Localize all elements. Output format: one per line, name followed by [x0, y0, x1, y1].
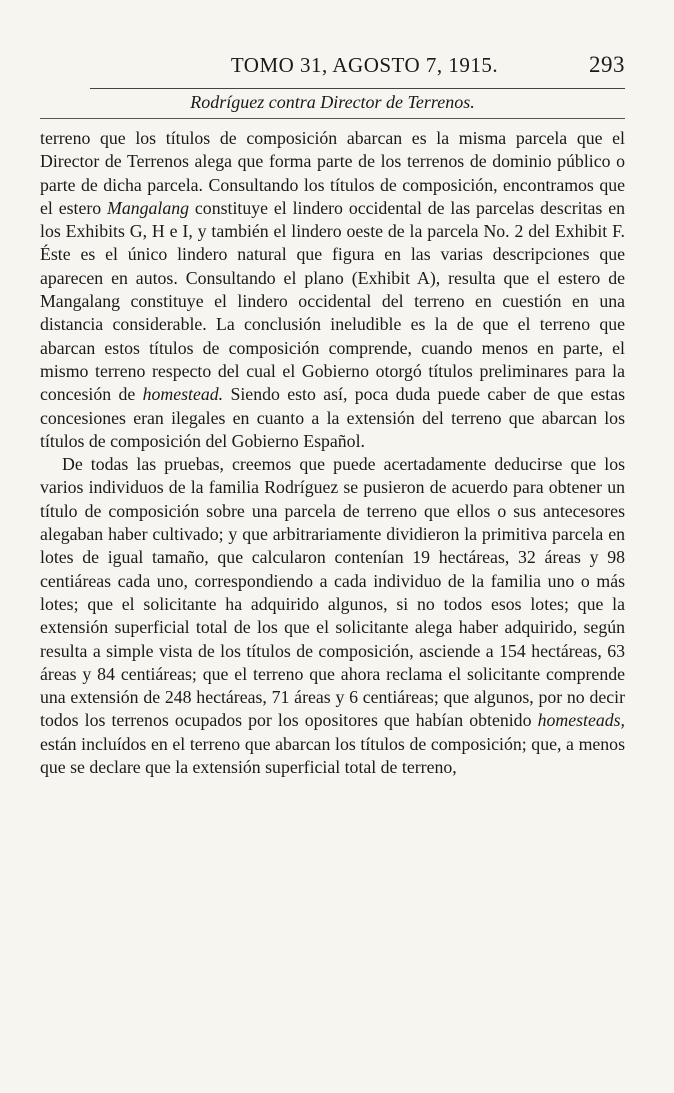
text-run: constituye el lindero occidental de las parcelas descritas en los Exhibits G, H e I, y también el lindero oeste de la parcela No. 2 del Exhibit F. Éste es el único lindero natural que figura en las varias descripciones que aparecen en autos. Consultando el plano (Exhibit A), resulta que el estero de Mangalang constituye el lindero occidental del terreno en cuestión en una distancia considerable. La conclusión ineludible es la de que el terreno que abarcan estos títulos de composición comprende, cuando menos en parte, el mismo terreno respecto del cual el Gobierno otorgó títulos preliminares para la concesión de: [40, 197, 626, 405]
case-title: Rodríguez contra Director de Terrenos.: [190, 92, 475, 112]
italic-text: Mangalang: [107, 197, 190, 218]
paragraph: [40, 127, 625, 453]
paragraph: [40, 453, 625, 779]
italic-text: homestead.: [142, 384, 224, 405]
body-text: [40, 127, 625, 779]
text-run: están incluídos en el terreno que abarcan los títulos de composición; que, a menos que se declare que la extensión superficial total de terreno,: [40, 733, 625, 778]
italic-text: homesteads,: [537, 710, 625, 731]
running-header: [40, 52, 625, 82]
case-title-rule: [40, 118, 625, 119]
running-title: TOMO 31, AGOSTO 7, 1915.: [230, 53, 499, 77]
text-run: De todas las pruebas, creemos que puede acertadamente deducirse que los varios individuos de la familia Rodríguez se pusieron de acuerdo para obtener un título de composición sobre una parcela de terreno que ellos o sus antecesores alegaban haber cultivado; y que arbitrariamente dividieron la primitiva parcela en lotes de igual tamaño, que calcularon contenían 19 hectáreas, 32 áreas y 98 centiáreas cada uno, correspondiendo a cada individuo de la familia uno o más lotes; que el solicitante ha adquirido algunos, si no todos esos lotes; que la extensión superficial total de los que el solicitante alega haber adquirido, según resulta a simple vista de los títulos de composición, asciende a 154 hectáreas, 63 áreas y 84 centiáreas; que el terreno que ahora reclama el solicitante comprende una extensión de 248 hectáreas, 71 áreas y 6 centiáreas; que algunos, por no decir todos los terrenos ocupados por los opositores que habían obtenido: [40, 454, 625, 731]
text-run: Siendo esto así, poca duda puede caber de que estas concesiones eran ilegales en cuanto a la extensión del terreno que abarcan los títulos de composición del Gobierno Español.: [40, 384, 626, 451]
header-rule: [90, 88, 625, 89]
document-page: [40, 52, 625, 779]
text-run: terreno que los títulos de composición abarcan es la misma parcela que el Director de Terrenos alega que forma parte de los terrenos de dominio público o parte de dicha parcela. Consultando los títulos de composición, encontramos que el estero: [40, 128, 625, 218]
page-number: 293: [589, 52, 625, 77]
